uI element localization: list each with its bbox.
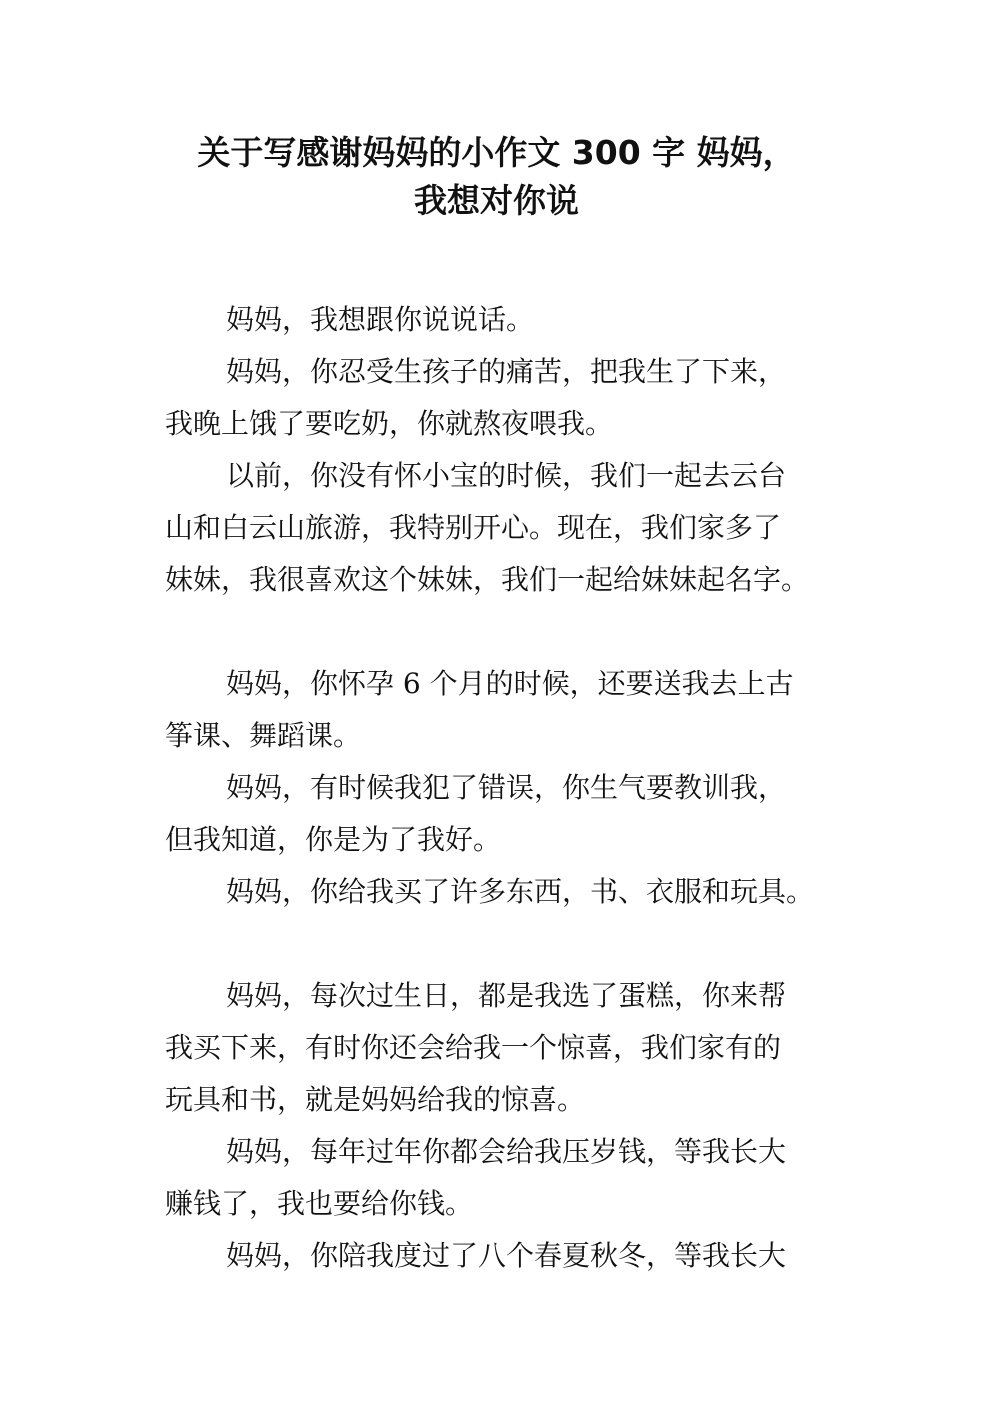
document-title-line-1: 关于写感谢妈妈的小作文 300 字 妈妈， bbox=[197, 133, 796, 172]
paragraph-line: 妈妈，你怀孕 6 个月的时候，还要送我去上古 bbox=[226, 667, 794, 700]
paragraph-line: 妈妈，你忍受生孩子的痛苦，把我生了下来， bbox=[226, 355, 787, 388]
paragraph-line: 以前，你没有怀小宝的时候，我们一起去云台 bbox=[226, 459, 787, 492]
paragraph-line: 我晚上饿了要吃奶，你就熬夜喂我。 bbox=[165, 407, 614, 440]
paragraph-line: 赚钱了，我也要给你钱。 bbox=[165, 1187, 474, 1220]
paragraph-line: 但我知道，你是为了我好。 bbox=[165, 823, 502, 856]
paragraph-line: 妈妈，你陪我度过了八个春夏秋冬，等我长大 bbox=[226, 1239, 787, 1272]
paragraph-line: 山和白云山旅游，我特别开心。现在，我们家多了 bbox=[165, 511, 782, 544]
document-title-line-2: 我想对你说 bbox=[414, 181, 579, 220]
paragraph-line: 妈妈，每年过年你都会给我压岁钱，等我长大 bbox=[226, 1135, 787, 1168]
paragraph-line: 妈妈，每次过生日，都是我选了蛋糕，你来帮 bbox=[226, 979, 787, 1012]
paragraph-line: 玩具和书，就是妈妈给我的惊喜。 bbox=[165, 1083, 586, 1116]
paragraph-line: 妹妹，我很喜欢这个妹妹，我们一起给妹妹起名字。 bbox=[165, 563, 810, 596]
paragraph-line: 我买下来，有时你还会给我一个惊喜，我们家有的 bbox=[165, 1031, 782, 1064]
paragraph-line: 妈妈，你给我买了许多东西，书、衣服和玩具。 bbox=[226, 875, 815, 908]
paragraph-line: 妈妈，我想跟你说说话。 bbox=[226, 303, 535, 336]
paragraph-line: 妈妈，有时候我犯了错误，你生气要教训我， bbox=[226, 771, 787, 804]
paragraph-line: 筝课、舞蹈课。 bbox=[165, 719, 362, 752]
